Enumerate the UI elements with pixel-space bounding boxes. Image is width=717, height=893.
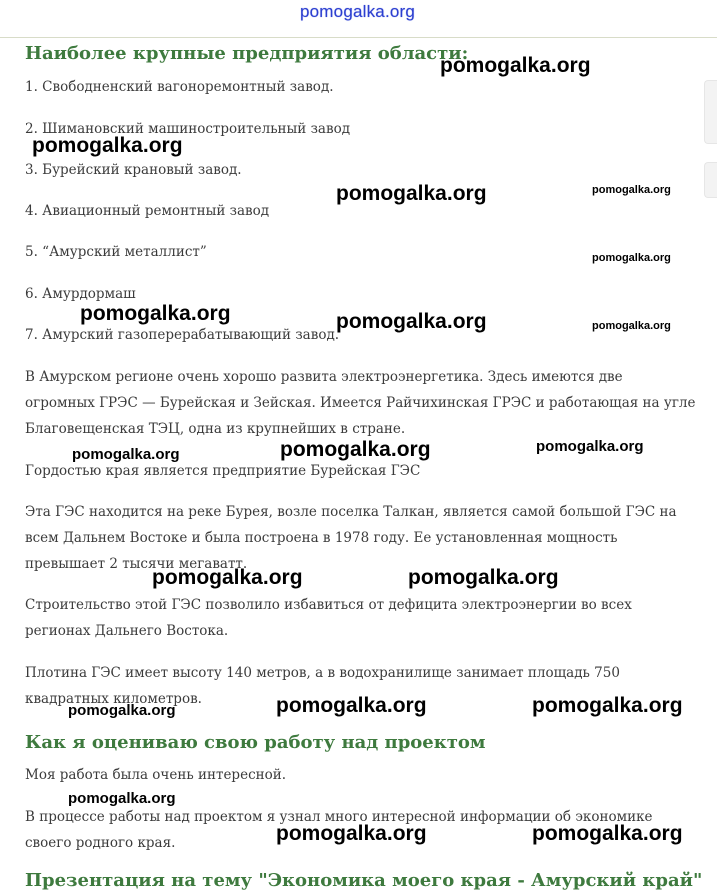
watermark-text: pomogalka.org (80, 302, 231, 325)
list-item: 3. Бурейский крановый завод. (25, 162, 242, 178)
side-panel-tab[interactable] (704, 162, 717, 198)
paragraph-line: огромных ГРЭС — Бурейская и Зейская. Имеется Райчихинская ГРЭС и работающая на угле (25, 395, 696, 411)
paragraph-line: Моя работа была очень интересной. (25, 767, 287, 783)
watermark-text: pomogalka.org (152, 566, 303, 589)
section-heading-enterprises: Наиболее крупные предприятия области: (25, 43, 469, 64)
paragraph-line: всем Дальнем Востоке и была построена в 1978 году. Ее установленная мощность (25, 530, 618, 546)
paragraph-line: квадратных километров. (25, 691, 202, 707)
watermark-text: pomogalka.org (336, 310, 487, 333)
list-item: 6. Амурдормаш (25, 286, 136, 302)
watermark-text: pomogalka.org (280, 438, 431, 461)
list-item: 4. Авиационный ремонтный завод (25, 203, 270, 219)
paragraph-line: превышает 2 тысячи мегаватт. (25, 556, 248, 572)
watermark-text: pomogalka.org (536, 438, 644, 455)
paragraph-line: Гордостью края является предприятие Бурейская ГЭС (25, 463, 421, 479)
list-item: 7. Амурский газоперерабатывающий завод. (25, 327, 340, 343)
paragraph-line: Эта ГЭС находится на реке Бурея, возле поселка Талкан, является самой большой ГЭС на (25, 504, 677, 520)
watermark-text: pomogalka.org (592, 320, 671, 332)
section-heading-presentation: Презентация на тему "Экономика моего края - Амурский край" (25, 870, 703, 891)
watermark-text: pomogalka.org (532, 694, 683, 717)
paragraph-line: регионах Дальнего Востока. (25, 623, 229, 639)
list-item: 2. Шимановский машиностроительный завод (25, 121, 351, 137)
watermark-text: pomogalka.org (72, 446, 180, 463)
paragraph-line: В Амурском регионе очень хорошо развита электроэнергетика. Здесь имеются две (25, 369, 623, 385)
watermark-text: pomogalka.org (68, 790, 176, 807)
watermark-text: pomogalka.org (32, 134, 183, 157)
watermark-text: pomogalka.org (276, 822, 427, 845)
watermark-text: pomogalka.org (440, 54, 591, 77)
watermark-text: pomogalka.org (276, 694, 427, 717)
section-heading-assessment: Как я оцениваю свою работу над проектом (25, 732, 486, 753)
paragraph-line: Благовещенская ТЭЦ, одна из крупнейших в стране. (25, 421, 406, 437)
paragraph-line: своего родного края. (25, 835, 176, 851)
list-item: 5. “Амурский металлист” (25, 244, 207, 260)
paragraph-line: В процессе работы над проектом я узнал много интересной информации об экономике (25, 809, 653, 825)
watermark-text: pomogalka.org (68, 702, 176, 719)
site-header (0, 0, 717, 38)
watermark-text: pomogalka.org (592, 184, 671, 196)
list-item: 1. Свободненский вагоноремонтный завод. (25, 79, 334, 95)
watermark-text: pomogalka.org (532, 822, 683, 845)
watermark-text: pomogalka.org (592, 252, 671, 264)
paragraph-line: Строительство этой ГЭС позволило избавиться от дефицита электроэнергии во всех (25, 597, 632, 613)
site-logo[interactable]: pomogalka.org (300, 2, 416, 21)
watermark-text: pomogalka.org (408, 566, 559, 589)
paragraph-line: Плотина ГЭС имеет высоту 140 метров, а в водохранилище занимает площадь 750 (25, 665, 620, 681)
watermark-text: pomogalka.org (336, 182, 487, 205)
side-panel-tab[interactable] (704, 80, 717, 144)
